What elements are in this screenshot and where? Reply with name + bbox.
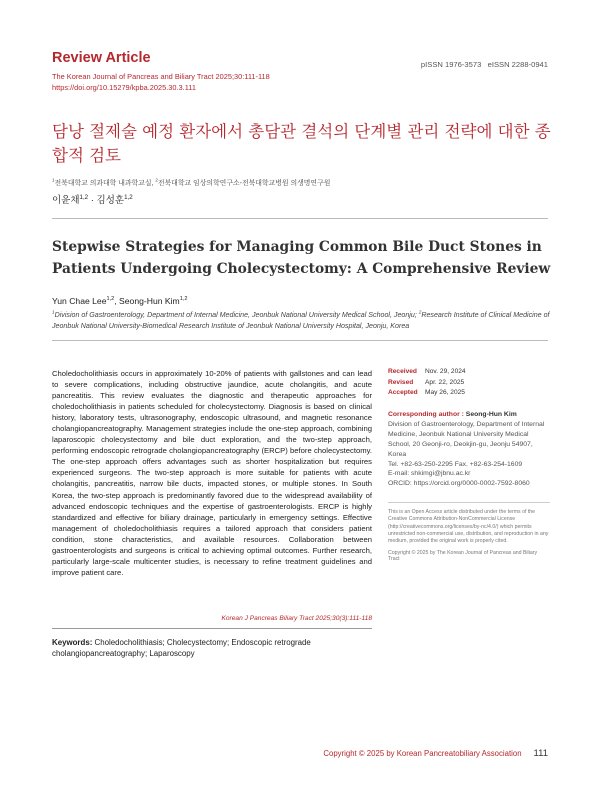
corr-email[interactable]: E-mail: shkimgi@jbnu.ac.kr [388, 470, 471, 478]
date-value: May 26, 2025 [425, 389, 465, 397]
author-separator: · [88, 195, 97, 206]
keywords-label: Keywords: [52, 638, 93, 647]
divider [52, 218, 548, 219]
korean-title: 담낭 절제술 예정 환자에서 총담관 결석의 단계별 관리 전략에 대한 종합적 검토 [52, 122, 551, 165]
keywords [52, 637, 372, 659]
issn-info: pISSN 1976-3573 eISSN 2288-0941 [420, 60, 548, 69]
journal-line: The Korean Journal of Pancreas and Biliary Tract 2025;30:111-118 [52, 72, 270, 81]
english-affiliations [52, 310, 552, 331]
aff-marker: 1 [52, 309, 55, 315]
date-label: Received [388, 368, 417, 375]
keywords-list: Choledocholithiasis; Cholecystectomy; Endoscopic retrograde cholangiopancreatography; Laparoscopy [52, 638, 311, 658]
corr-tel: Tel. +82-63-250-2295 Fax. +82-63-254-1609 [388, 460, 523, 468]
page-footer [323, 748, 548, 759]
abstract-citation: Korean J Pancreas Biliary Tract 2025;30(3):111-118 [221, 615, 372, 622]
divider [52, 628, 372, 629]
date-received [388, 367, 466, 378]
article-type-label: Review Article [52, 50, 151, 66]
english-author-1: Yun Chae Lee [52, 296, 107, 306]
corr-heading [388, 410, 550, 420]
date-label: Accepted [388, 389, 418, 397]
corresponding-author [388, 410, 550, 489]
corr-name: Seong-Hun Kim [465, 411, 517, 418]
page-number: 111 [533, 748, 548, 759]
divider [52, 340, 548, 341]
journal-citation-header [52, 72, 270, 93]
date-revised [388, 378, 466, 389]
english-author-2: , Seong-Hun Kim [114, 296, 180, 306]
english-authors [52, 296, 187, 306]
date-value: Nov. 29, 2024 [425, 368, 466, 375]
date-value: Apr. 22, 2025 [425, 378, 465, 386]
journal-copyright: Copyright © 2025 by The Korean Journal of Pancreas and Biliary Tract [388, 550, 538, 562]
corr-label: Corresponding author : [388, 411, 466, 418]
abstract-text: Choledocholithiasis occurs in approximately 10-20% of patients with gallstones and can lead to severe complications, including obstructive jaundice, acute cholangitis, and acute pancreatitis. This review evaluates the diagnostic and therapeutic approaches for choledocholithiasis in patients scheduled for cholecystectomy. Diagnosis is based on clinical history, laboratory tests, ultrasonography, endoscopic ultrasound, and magnetic resonance cholangiopancreatography. Management strategies include the one-step approach, combining laparoscopic cholecystectomy and bile duct exploration, and the two-step approach, performing endoscopic retrograde cholangiopancreatography (ERCP) before cholecystectomy. The one-step approach offers advantages such as shorter hospitalization but requires experienced surgeons. The two-step approach is more suitable for patients with acute cholangitis, pancreatitis, narrow bile ducts, impacted stones, or multiple stones. In South Korea, the two-step approach is predominantly favored due to the widespread availability of advanced endoscopic techniques and the expertise of gastroenterologists. ERCP is highly standardized and effective for biliary drainage, particularly in emergency settings. Effective management of choledocholithiasis requires a tailored approach that considers patient condition, stone characteristics, and available resources. Collaboration between gastroenterologists and surgeons is critical to achieving optimal outcomes. Further research, particularly large-scale multicenter studies, is necessary to refine treatment guidelines and improve patient care. [52, 369, 372, 577]
divider [388, 502, 550, 503]
aff-marker: 2 [418, 309, 422, 315]
korean-affiliations [52, 177, 330, 187]
corr-orcid[interactable]: ORCID: https://orcid.org/0000-0002-7592-8060 [388, 480, 530, 488]
corr-address: Division of Gastroenterology, Department of Internal Medicine, Jeonbuk National University Medical School, 20 Geonji-ro, Deokjin-gu, Jeonju 54907, Korea [388, 420, 545, 458]
date-label: Revised [388, 378, 414, 386]
aff-marker: 2 [155, 177, 158, 183]
korean-aff-1: 전북대학교 의과대학 내과학교실, [54, 180, 156, 187]
english-aff-2: Research Institute of Clinical Medicine of Jeonbuk National University-Biomedical Research Institute of Jeonbuk National University Hospital, Jeonju, Korea [52, 311, 550, 330]
aff-marker: 1 [52, 177, 55, 183]
korean-aff-2: 전북대학교 임상의학연구소-전북대학교병원 의생명연구원 [157, 180, 331, 187]
english-aff-1: Division of Gastroenterology, Department of Internal Medicine, Jeonbuk National University Medical School, Jeonju; [54, 311, 419, 319]
author-marker: 1,2 [124, 193, 133, 201]
footer-copyright: Copyright © 2025 by Korean Pancreatobiliary Association [323, 749, 522, 758]
korean-authors [52, 192, 133, 206]
korean-author-1: 이윤채 [52, 195, 80, 206]
date-accepted [388, 388, 466, 399]
korean-author-2: 김성훈 [96, 195, 125, 206]
author-marker: 1,2 [179, 296, 188, 303]
license-text: This is an Open Access article distributed under the terms of the Creative Commons Attribution-NonCommercial License (http://creativecommons.org/licenses/by-nc/4.0/) which permits unrestricted non-commercial use, distribution, and reproduction in any medium, provided the original work is properly cited. [388, 509, 549, 545]
author-marker: 1,2 [106, 296, 115, 303]
article-dates [388, 367, 466, 399]
english-title: Stepwise Strategies for Managing Common Bile Duct Stones in Patients Undergoing Cholecystectomy: A Comprehensive Review [52, 239, 551, 277]
doi-link[interactable]: https://doi.org/10.15279/kpba.2025.30.3.111 [52, 82, 196, 92]
author-marker: 1,2 [79, 193, 89, 201]
